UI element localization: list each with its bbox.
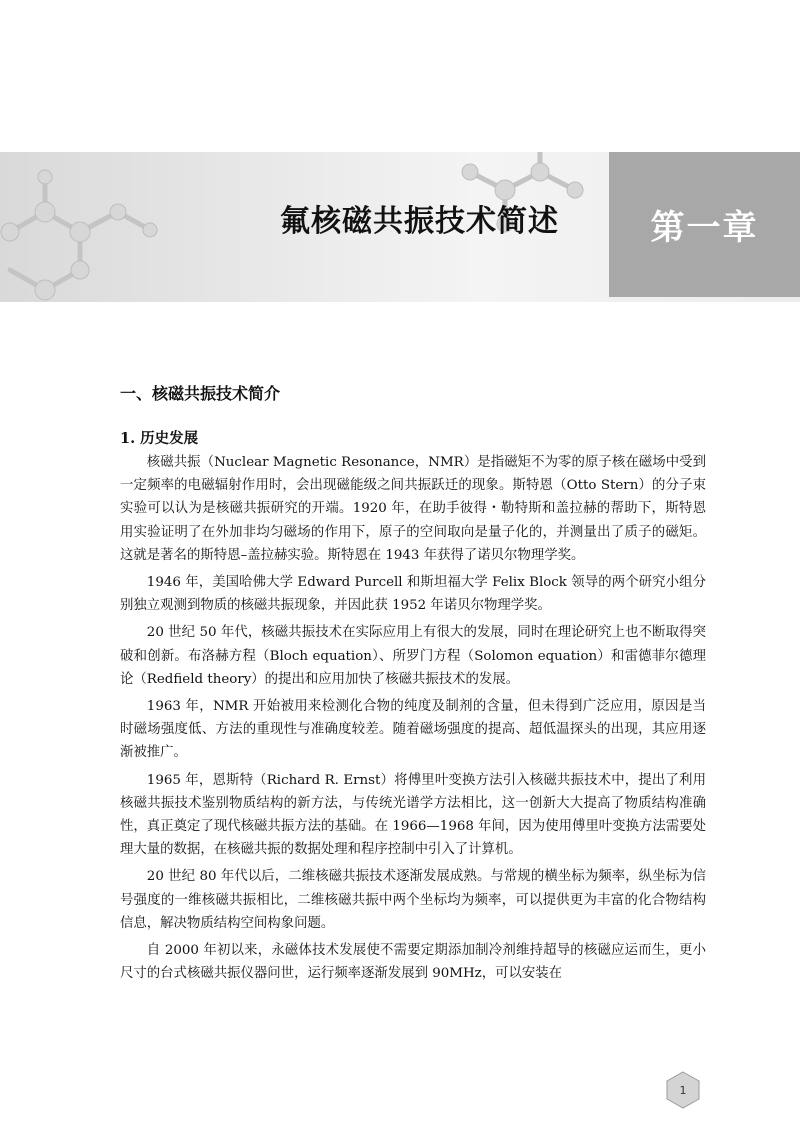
paragraph: 核磁共振（Nuclear Magnetic Resonance，NMR）是指磁矩不为零的原子核在磁场中受到一定频率的电磁辐射作用时，会出现磁能级之间共振跃迁的现象。斯特恩（Otto Stern）的分子束实验可以认为是核磁共振研究的开端。1920 年，在助手彼得・勒特斯和盖拉赫的帮助下，斯特恩用实验证明了在外加非均匀磁场的作用下，原子的空间取向是量子化的，并测量出了质子的磁矩。这就是著名的斯特恩–盖拉赫实验。斯特恩在 1943 年获得了诺贝尔物理学奖。 bbox=[120, 455, 706, 563]
paragraph: 20 世纪 80 年代以后，二维核磁共振技术逐渐发展成熟。与常规的横坐标为频率，纵坐标为信号强度的一维核磁共振相比，二维核磁共振中两个坐标均为频率，可以提供更为丰富的化合物结构信息，解决物质结构空间构象问题。 bbox=[120, 869, 706, 931]
chapter-label-box bbox=[609, 152, 800, 297]
body-text bbox=[120, 451, 706, 989]
page-number: 1 bbox=[679, 1083, 687, 1097]
paragraph: 1946 年，美国哈佛大学 Edward Purcell 和斯坦福大学 Felix Block 领导的两个研究小组分别独立观测到物质的核磁共振现象，并因此获 1952 年诺贝尔物理学奖。 bbox=[120, 575, 706, 614]
paragraph: 20 世纪 50 年代，核磁共振技术在实际应用上有很大的发展，同时在理论研究上也不断取得突破和创新。布洛赫方程（Bloch equation）、所罗门方程（Solomon equation）和雷德菲尔德理论（Redfield theory）的提出和应用加快了核磁共振技术的发展。 bbox=[120, 625, 706, 687]
section-heading: 一、核磁共振技术简介 bbox=[120, 384, 281, 403]
page-number-badge bbox=[663, 1070, 703, 1110]
paragraph: 1963 年，NMR 开始被用来检测化合物的纯度及制剂的含量，但未得到广泛应用，原因是当时磁场强度低、方法的重现性与准确度较差。随着磁场强度的提高、超低温探头的出现，其应用逐渐被推广。 bbox=[120, 699, 706, 761]
paragraph: 1965 年，恩斯特（Richard R. Ernst）将傅里叶变换方法引入核磁共振技术中，提出了利用核磁共振技术鉴别物质结构的新方法，与传统光谱学方法相比，这一创新大大提高了物质结构准确性，真正奠定了现代核磁共振方法的基础。在 1966—1968 年间，因为使用傅里叶变换方法需要处理大量的数据，在核磁共振的数据处理和程序控制中引入了计算机。 bbox=[120, 772, 706, 858]
chapter-label: 第一章 bbox=[650, 208, 759, 248]
paragraph: 自 2000 年初以来，永磁体技术发展使不需要定期添加制冷剂维持超导的核磁应运而生，更小尺寸的台式核磁共振仪器问世，运行频率逐渐发展到 90MHz，可以安装在 bbox=[120, 943, 706, 982]
subsection-heading: 1. 历史发展 bbox=[120, 430, 199, 447]
chapter-title: 氟核磁共振技术简述 bbox=[280, 204, 559, 239]
